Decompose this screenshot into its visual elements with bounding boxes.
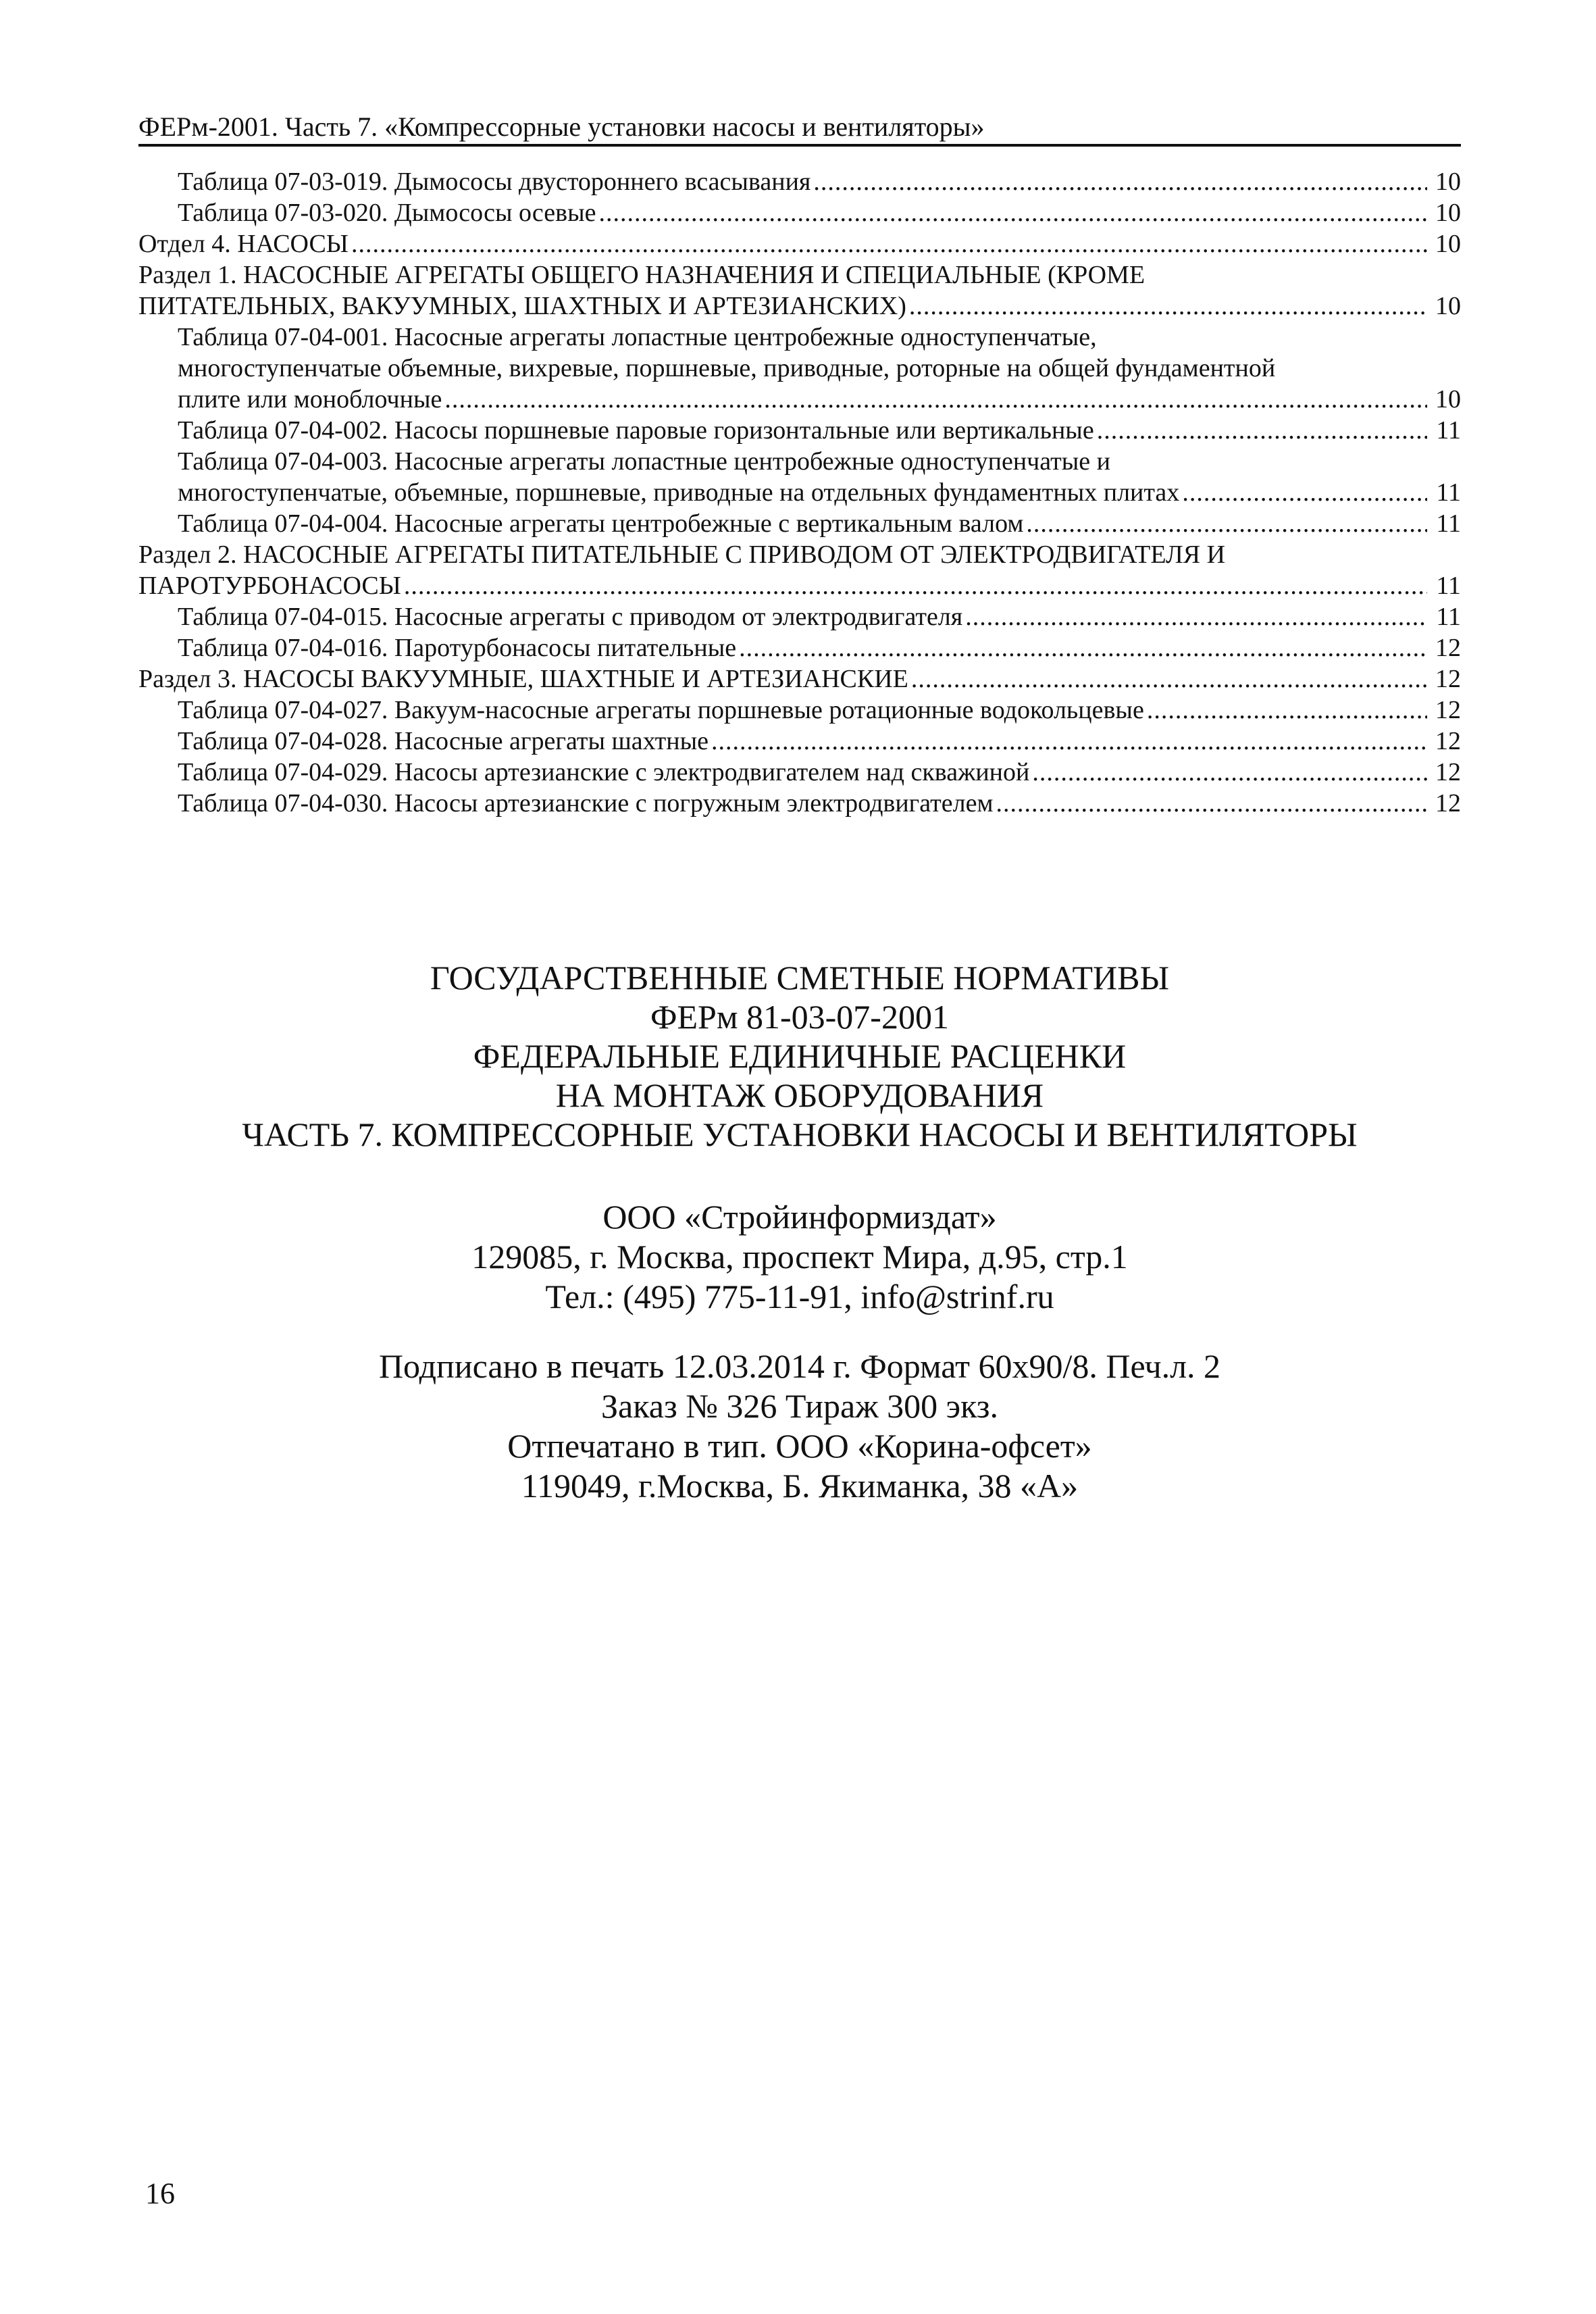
toc-entry[interactable] (138, 228, 1461, 259)
table-of-contents (138, 166, 1461, 819)
toc-entry-text: Таблица 07-03-020. Дымососы осевые (178, 199, 596, 227)
toc-page-number: 10 (1435, 230, 1461, 258)
toc-page-number: 10 (1435, 292, 1461, 320)
toc-page-number: 11 (1436, 416, 1461, 445)
page-number: 16 (145, 2177, 175, 2210)
toc-entry-text: многоступенчатые, объемные, поршневые, приводные на отдельных фундаментных плитах (178, 478, 1180, 507)
toc-entry-text: Таблица 07-04-027. Вакуум-насосные агрегаты поршневые ротационные водокольцевые (178, 696, 1144, 724)
toc-page-number: 11 (1436, 603, 1461, 631)
toc-entry-text: Таблица 07-04-004. Насосные агрегаты центробежные с вертикальным валом (178, 509, 1024, 538)
title-line: ФЕРм 81-03-07-2001 (650, 998, 949, 1036)
toc-entry-text: многоступенчатые объемные, вихревые, поршневые, приводные, роторные на общей фундаментной (178, 354, 1276, 382)
running-header: ФЕРм-2001. Часть 7. «Компрессорные установки насосы и вентиляторы» (138, 111, 985, 142)
toc-entry-text: Раздел 3. НАСОСЫ ВАКУУМНЫЕ, ШАХТНЫЕ И АРТЕЗИАНСКИЕ (138, 665, 908, 693)
toc-dot-leader (598, 197, 1427, 228)
toc-dot-leader (965, 601, 1427, 632)
toc-dot-leader (909, 291, 1427, 322)
toc-dot-leader (711, 726, 1427, 757)
toc-page-number: 11 (1436, 478, 1461, 507)
toc-entry-text: Таблица 07-04-028. Насосные агрегаты шахтные (178, 727, 709, 755)
toc-page-number: 11 (1436, 572, 1461, 600)
print-info-line: Отпечатано в тип. ООО «Корина-офсет» (507, 1427, 1092, 1465)
toc-dot-leader (444, 384, 1427, 415)
toc-entry[interactable] (138, 601, 1461, 632)
header-divider (138, 144, 1461, 147)
toc-entry-text: ПАРОТУРБОНАСОСЫ (138, 572, 401, 600)
toc-dot-leader (351, 228, 1427, 259)
toc-entry[interactable] (138, 259, 1461, 322)
toc-dot-leader (739, 632, 1427, 663)
title-line: ЧАСТЬ 7. КОМПРЕССОРНЫЕ УСТАНОВКИ НАСОСЫ И ВЕНТИЛЯТОРЫ (242, 1115, 1358, 1153)
print-info-line: Подписано в печать 12.03.2014 г. Формат 60х90/8. Печ.л. 2 (378, 1347, 1221, 1385)
toc-entry-text: Таблица 07-04-016. Паротурбонасосы питательные (178, 634, 737, 662)
toc-entry[interactable] (138, 322, 1461, 415)
toc-page-number: 12 (1435, 696, 1461, 724)
toc-page-number: 11 (1436, 509, 1461, 538)
toc-page-number: 12 (1435, 758, 1461, 786)
title-line: ГОСУДАРСТВЕННЫЕ СМЕТНЫЕ НОРМАТИВЫ (430, 959, 1170, 997)
toc-entry[interactable] (138, 757, 1461, 788)
toc-entry-text: Таблица 07-04-015. Насосные агрегаты с приводом от электродвигателя (178, 603, 963, 631)
toc-entry-text: Таблица 07-04-002. Насосы поршневые паровые горизонтальные или вертикальные (178, 416, 1094, 445)
print-info-line: 119049, г.Москва, Б. Якиманка, 38 «А» (521, 1467, 1079, 1505)
print-info-block (138, 1347, 1461, 1506)
toc-entry[interactable] (138, 508, 1461, 539)
title-block (138, 958, 1461, 1154)
toc-page-number: 10 (1435, 168, 1461, 196)
toc-entry-text: Раздел 1. НАСОСНЫЕ АГРЕГАТЫ ОБЩЕГО НАЗНАЧЕНИЯ И СПЕЦИАЛЬНЫЕ (КРОМЕ (138, 261, 1145, 289)
publisher-block (138, 1197, 1461, 1317)
toc-dot-leader (1032, 757, 1427, 788)
publisher-line: ООО «Стройинформиздат» (602, 1198, 997, 1236)
toc-entry[interactable] (138, 726, 1461, 757)
toc-dot-leader (996, 788, 1427, 819)
toc-entry[interactable] (138, 788, 1461, 819)
toc-entry[interactable] (138, 446, 1461, 508)
toc-entry[interactable] (138, 415, 1461, 446)
toc-entry[interactable] (138, 166, 1461, 197)
toc-entry-text: плите или моноблочные (178, 385, 442, 413)
publisher-line: 129085, г. Москва, проспект Мира, д.95, стр.1 (471, 1238, 1128, 1276)
toc-entry[interactable] (138, 197, 1461, 228)
toc-entry-text: Таблица 07-04-030. Насосы артезианские с погружным электродвигателем (178, 789, 994, 818)
toc-entry[interactable] (138, 663, 1461, 695)
toc-entry[interactable] (138, 632, 1461, 663)
toc-page-number: 10 (1435, 199, 1461, 227)
toc-dot-leader (911, 663, 1427, 695)
print-info-line: Заказ № 326 Тираж 300 экз. (600, 1387, 999, 1425)
toc-entry-text: Таблица 07-04-003. Насосные агрегаты лопастные центробежные одноступенчатые и (178, 447, 1111, 476)
title-line: ФЕДЕРАЛЬНЫЕ ЕДИНИЧНЫЕ РАСЦЕНКИ (473, 1037, 1127, 1075)
toc-page-number: 12 (1435, 789, 1461, 818)
toc-page-number: 10 (1435, 385, 1461, 413)
toc-entry-text: Раздел 2. НАСОСНЫЕ АГРЕГАТЫ ПИТАТЕЛЬНЫЕ С ПРИВОДОМ ОТ ЭЛЕКТРОДВИГАТЕЛЯ И (138, 540, 1226, 569)
toc-page-number: 12 (1435, 727, 1461, 755)
toc-entry[interactable] (138, 695, 1461, 726)
toc-page-number: 12 (1435, 634, 1461, 662)
toc-dot-leader (1182, 477, 1427, 508)
toc-entry-text: ПИТАТЕЛЬНЫХ, ВАКУУМНЫХ, ШАХТНЫХ И АРТЕЗИАНСКИХ) (138, 292, 906, 320)
toc-page-number: 12 (1435, 665, 1461, 693)
toc-dot-leader (404, 570, 1427, 601)
toc-entry-text: Таблица 07-03-019. Дымососы двустороннего всасывания (178, 168, 811, 196)
toc-dot-leader (1097, 415, 1427, 446)
toc-entry-text: Отдел 4. НАСОСЫ (138, 230, 349, 258)
toc-dot-leader (1026, 508, 1427, 539)
toc-entry[interactable] (138, 539, 1461, 601)
toc-entry-text: Таблица 07-04-001. Насосные агрегаты лопастные центробежные одноступенчатые, (178, 323, 1097, 351)
toc-dot-leader (813, 166, 1427, 197)
title-line: НА МОНТАЖ ОБОРУДОВАНИЯ (555, 1076, 1044, 1114)
toc-entry-text: Таблица 07-04-029. Насосы артезианские с электродвигателем над скважиной (178, 758, 1030, 786)
publisher-line: Тел.: (495) 775-11-91, info@strinf.ru (545, 1278, 1054, 1315)
toc-dot-leader (1147, 695, 1427, 726)
